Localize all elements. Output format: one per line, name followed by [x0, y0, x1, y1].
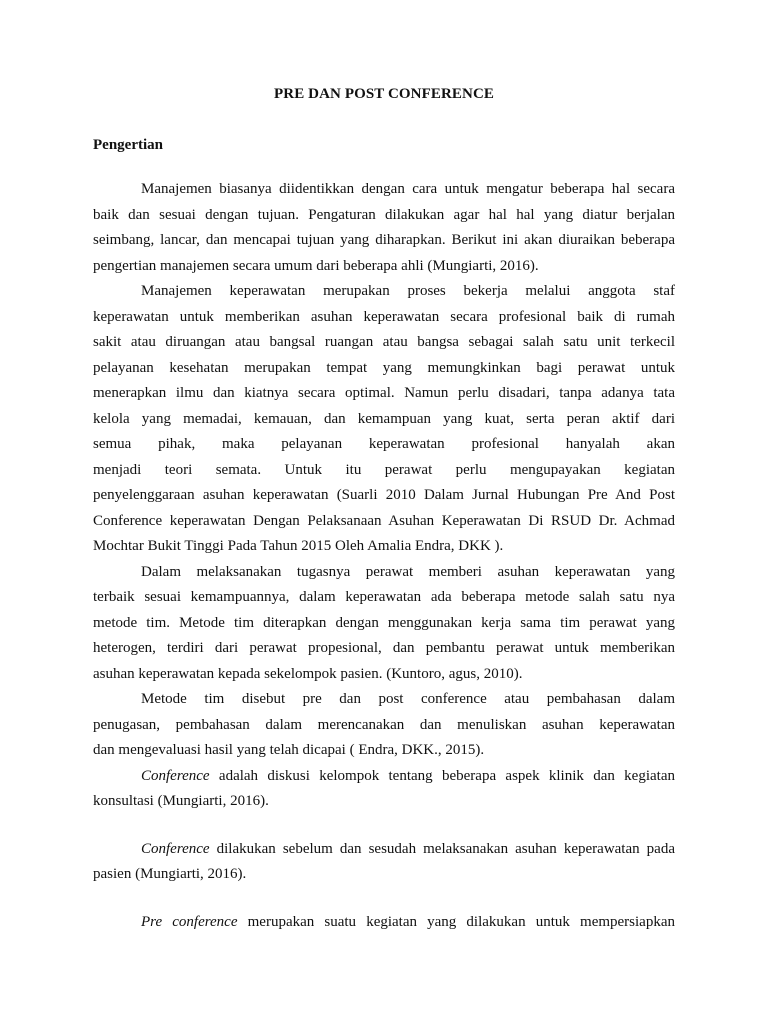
text-line: dan mengevaluasi hasil yang telah dicapai ( Endra, DKK., 2015). — [93, 742, 485, 758]
section-heading: Pengertian — [93, 137, 163, 153]
text-run: merupakan suatu kegiatan yang dilakukan untuk mempersiapkan — [237, 913, 675, 930]
text-line: seimbang, lancar, dan mencapai tujuan yang diharapkan. Berikut ini akan diuraikan beberapa — [93, 232, 675, 248]
text-line: semua pihak, maka pelayanan keperawatan profesional hanyalah akan — [93, 436, 675, 452]
paragraph — [93, 279, 675, 560]
italic-term: Conference — [141, 767, 210, 784]
text-line: Manajemen keperawatan merupakan proses bekerja melalui anggota staf — [141, 283, 675, 299]
text-line: pelayanan kesehatan merupakan tempat yang memungkinkan bagi perawat untuk — [93, 359, 675, 376]
text-line: heterogen, terdiri dari perawat propesional, dan pembantu perawat untuk memberikan — [93, 640, 675, 656]
paragraph — [93, 837, 675, 888]
paragraph — [93, 687, 675, 764]
text-line: penugasan, pembahasan dalam merencanakan dan menuliskan asuhan keperawatan — [93, 716, 675, 733]
paragraph-gap — [93, 815, 675, 837]
paragraph — [93, 560, 675, 688]
text-line: asuhan keperawatan kepada sekelompok pasien. (Kuntoro, agus, 2010). — [93, 665, 523, 682]
text-run: dilakukan sebelum dan sesudah melaksanakan asuhan keperawatan pada — [209, 840, 675, 857]
text-line: Mochtar Bukit Tinggi Pada Tahun 2015 Oleh Amalia Endra, DKK ). — [93, 538, 504, 554]
text-line: pasien (Mungiarti, 2016). — [93, 866, 247, 882]
text-line — [93, 764, 675, 790]
text-line: sakit atau diruangan atau bangsal ruangan atau bangsa sebagai salah satu unit terkecil — [93, 334, 675, 350]
text-line: pengertian manajemen secara umum dari beberapa ahli (Mungiarti, 2016). — [93, 257, 539, 274]
text-run: adalah diskusi kelompok tentang beberapa aspek klinik dan kegiatan — [209, 767, 675, 784]
paragraph — [93, 910, 675, 936]
italic-term: Pre conference — [141, 913, 238, 930]
italic-term: Conference — [141, 840, 210, 857]
text-line: Manajemen biasanya diidentikkan dengan cara untuk mengatur beberapa hal secara — [141, 181, 675, 197]
text-line: Metode tim disebut pre dan post conference atau pembahasan dalam — [141, 691, 675, 707]
text-line: Dalam melaksanakan tugasnya perawat memberi asuhan keperawatan yang — [141, 563, 675, 580]
text-line: Conference keperawatan Dengan Pelaksanaan Asuhan Keperawatan Di RSUD Dr. Achmad — [93, 512, 675, 529]
text-line — [93, 910, 675, 936]
text-line: metode tim. Metode tim diterapkan dengan menggunakan kerja sama tim perawat yang — [93, 614, 675, 631]
text-line: menerapkan ilmu dan kiatnya secara optimal. Namun perlu disadari, tanpa adanya tata — [93, 385, 675, 401]
text-line — [93, 837, 675, 863]
text-line: penyelenggaraan asuhan keperawatan (Suarli 2010 Dalam Jurnal Hubungan Pre And Post — [93, 487, 675, 503]
text-line: terbaik sesuai kemampuannya, dalam keperawatan ada beberapa metode salah satu nya — [93, 589, 675, 605]
document-body — [93, 177, 675, 935]
text-line: menjadi teori semata. Untuk itu perawat perlu mengupayakan kegiatan — [93, 461, 675, 478]
text-line: konsultasi (Mungiarti, 2016). — [93, 793, 269, 809]
document-title: PRE DAN POST CONFERENCE — [274, 86, 494, 102]
text-line: kelola yang memadai, kemauan, dan kemampuan yang kuat, serta peran aktif dari — [93, 410, 675, 427]
text-line: keperawatan untuk memberikan asuhan keperawatan secara profesional baik di rumah — [93, 308, 675, 325]
text-line: baik dan sesuai dengan tujuan. Pengaturan dilakukan agar hal hal yang diatur berjalan — [93, 206, 675, 223]
paragraph — [93, 177, 675, 279]
paragraph — [93, 764, 675, 815]
paragraph-gap — [93, 888, 675, 910]
